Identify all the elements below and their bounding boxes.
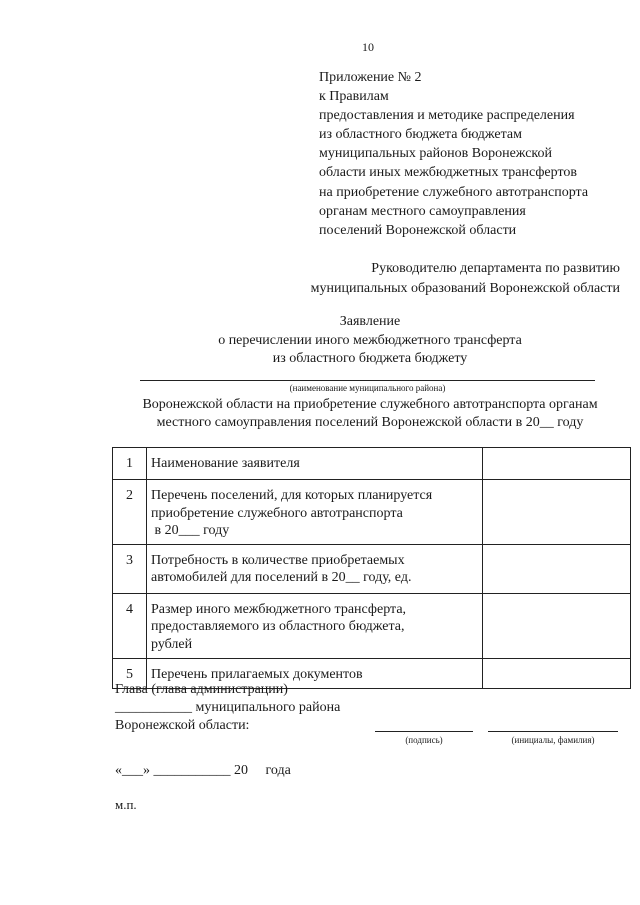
signature-line [375, 731, 473, 732]
row-label-line: Наименование заявителя [151, 456, 300, 471]
application-table [112, 447, 631, 689]
row-value-cell[interactable] [483, 480, 631, 545]
district-name-blank [140, 380, 595, 381]
table-row [113, 480, 631, 545]
row-label [147, 480, 483, 545]
row-label-line: приобретение служебного автотранспорта [151, 505, 403, 521]
date-year-suffix: года [265, 763, 291, 778]
row-number: 4 [113, 593, 147, 658]
statement-subtitle-2: из областного бюджета бюджету [272, 351, 468, 366]
appendix-line: к Правилам [319, 89, 389, 105]
signatory-title: Глава (глава администрации) [115, 682, 288, 697]
appendix-line: муниципальных районов Воронежской [319, 146, 552, 162]
row-value-cell[interactable] [483, 448, 631, 480]
row-number: 3 [113, 544, 147, 593]
appendix-line: на приобретение служебного автотранспорта [319, 184, 589, 200]
statement-subtitle-1: о перечислении иного межбюджетного трансферта [218, 333, 522, 348]
row-number: 5 [113, 658, 147, 688]
date-year-prefix: 20 [234, 763, 248, 778]
row-number: 1 [113, 448, 147, 480]
row-label-line: в 20___ году [151, 523, 230, 538]
row-value-cell[interactable] [483, 544, 631, 593]
district-text: муниципального района [195, 700, 341, 715]
date-line [115, 762, 291, 780]
date-month-blank: ___________ [153, 763, 231, 778]
statement-body-2: местного самоуправления поселений Воронежской области в 20__ году [156, 415, 584, 430]
row-label-line: Потребность в количестве приобретаемых [151, 552, 405, 568]
row-label-line: Размер иного межбюджетного трансферта, [151, 601, 407, 617]
date-open-quote: « [115, 763, 122, 778]
row-label-line: предоставляемого из областного бюджета, [151, 619, 405, 634]
stamp-place: м.п. [115, 797, 137, 812]
signatory-district [115, 699, 340, 717]
appendix-line: из областного бюджета бюджетам [319, 127, 522, 143]
row-label-line: Перечень поселений, для которых планируется [151, 488, 433, 503]
row-label [147, 544, 483, 593]
date-close-quote: » [143, 763, 150, 778]
appendix-line: области иных межбюджетных трансфертов [319, 165, 577, 181]
row-label-line: Перечень прилагаемых документов [151, 666, 363, 682]
row-label [147, 448, 483, 480]
name-line [488, 731, 618, 732]
date-day-blank: ___ [122, 763, 143, 778]
appendix-line: поселений Воронежской области [319, 222, 517, 238]
district-name-caption: (наименование муниципального района) [289, 383, 446, 393]
signatory-region: Воронежской области: [115, 718, 250, 733]
table-row [113, 593, 631, 658]
recipient-line-1: Руководителю департамента по развитию [371, 261, 620, 276]
appendix-line: органам местного самоуправления [319, 203, 526, 219]
row-number: 2 [113, 480, 147, 545]
statement-title: Заявление [339, 314, 401, 329]
appendix-header [319, 68, 634, 240]
recipient-line-2: муниципальных образований Воронежской области [310, 281, 620, 296]
district-blank: ___________ [115, 700, 192, 715]
table-row [113, 448, 631, 480]
signature-caption: (подпись) [405, 735, 443, 745]
page-number: 10 [362, 40, 374, 54]
appendix-line: предоставления и методике распределения [319, 108, 575, 124]
row-value-cell[interactable] [483, 593, 631, 658]
row-label [147, 593, 483, 658]
row-label-line: автомобилей для поселений в 20__ году, ед. [151, 570, 412, 585]
appendix-line: Приложение № 2 [319, 70, 422, 85]
row-label-line: рублей [151, 636, 193, 652]
row-value-cell[interactable] [483, 658, 631, 688]
statement-body-1: Воронежской области на приобретение служебного автотранспорта органам [142, 397, 598, 412]
table-row [113, 544, 631, 593]
name-caption: (инициалы, фамилия) [511, 735, 595, 745]
